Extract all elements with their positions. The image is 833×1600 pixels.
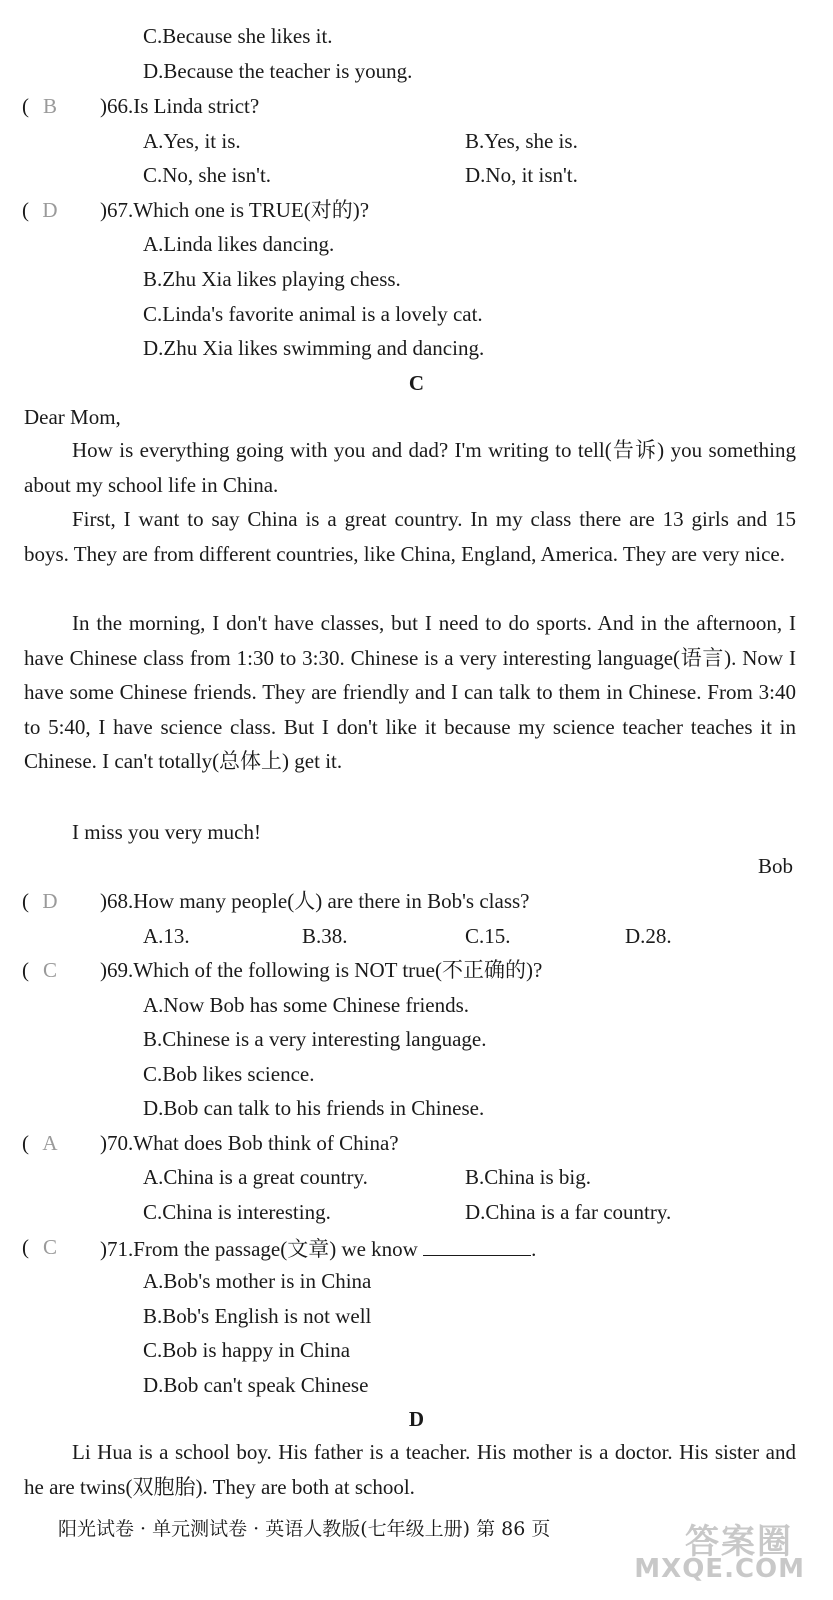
q66-stem: )66.Is Linda strict? (100, 94, 260, 118)
q70-answer: A (42, 1131, 58, 1155)
q71-stem: )71.From the passage(文章) we know . (100, 1237, 537, 1261)
watermark-top-text: 答案圈 (685, 1522, 793, 1562)
q71-answer-bracket: ( C (22, 1237, 71, 1258)
q71-option-d: D.Bob can't speak Chinese (143, 1373, 369, 1397)
section-d-heading: D (408, 1407, 425, 1431)
q66-answer: B (42, 94, 57, 118)
q67-option-b: B.Zhu Xia likes playing chess. (143, 267, 401, 291)
q68-answer-bracket: ( D (22, 891, 71, 912)
q70-option-c: C.China is interesting. (143, 1200, 331, 1224)
letter-paragraph-3 (24, 606, 796, 779)
q66-option-d: D.No, it isn't. (465, 163, 578, 187)
q66-answer-bracket: ( B (22, 96, 71, 117)
section-c-heading: C (408, 371, 425, 395)
q69-answer: C (42, 958, 57, 982)
q69-option-a: A.Now Bob has some Chinese friends. (143, 993, 470, 1017)
letter-paragraph-3-text: In the morning, I don't have classes, but I need to do sports. And in the afternoon, I have Chinese class from 1:30 to 3:30. Chinese is a very interesting language(语言). Now I have some Chinese friends. They are friendly and I can talk to them in Chinese. From 3:40 to 5:40, I have science class. But I don't like it because my science teacher teaches it in Chinese. I can't totally(总体上) get it. (24, 611, 796, 774)
q70-option-b: B.China is big. (465, 1165, 592, 1189)
q66-option-a: A.Yes, it is. (143, 129, 241, 153)
q68-stem: )68.How many people(人) are there in Bob's class? (100, 889, 530, 913)
q65-option-d: D.Because the teacher is young. (143, 59, 413, 83)
q71-option-a: A.Bob's mother is in China (143, 1269, 372, 1293)
q67-option-d: D.Zhu Xia likes swimming and dancing. (143, 336, 485, 360)
q69-stem: )69.Which of the following is NOT true(不正确的)? (100, 958, 543, 982)
section-d-paragraph-text: Li Hua is a school boy. His father is a teacher. His mother is a doctor. His sister and he are twins(双胞胎). They are both at school. (24, 1440, 796, 1499)
q70-option-a: A.China is a great country. (143, 1165, 368, 1189)
q69-answer-bracket: ( C (22, 960, 71, 981)
page-footer: 阳光试卷 · 单元测试卷 · 英语人教版(七年级上册) 第 86 页 (58, 1518, 551, 1540)
letter-paragraph-1 (24, 433, 796, 502)
q68-option-d: D.28. (625, 924, 672, 948)
q71-answer-blank (423, 1237, 531, 1256)
q67-option-a: A.Linda likes dancing. (143, 232, 335, 256)
q68-option-b: B.38. (302, 924, 348, 948)
section-d-paragraph (24, 1435, 796, 1504)
letter-paragraph-2-text: First, I want to say China is a great country. In my class there are 13 girls and 15 boys. They are from different countries, like China, England, America. They are very nice. (24, 507, 796, 566)
q69-option-d: D.Bob can talk to his friends in Chinese. (143, 1096, 485, 1120)
letter-paragraph-4: I miss you very much! (72, 820, 261, 844)
q65-option-c: C.Because she likes it. (143, 24, 333, 48)
q68-answer: D (42, 889, 58, 913)
q71-stem-text: )71.From the passage(文章) we know (100, 1237, 418, 1261)
letter-signature: Bob (757, 854, 793, 878)
q71-option-c: C.Bob is happy in China (143, 1338, 351, 1362)
q69-option-c: C.Bob likes science. (143, 1062, 315, 1086)
watermark-logo (634, 1514, 815, 1584)
q71-option-b: B.Bob's English is not well (143, 1304, 372, 1328)
letter-salutation: Dear Mom, (24, 405, 121, 429)
q68-option-a: A.13. (143, 924, 190, 948)
q70-stem: )70.What does Bob think of China? (100, 1131, 399, 1155)
q68-option-c: C.15. (465, 924, 511, 948)
q66-option-c: C.No, she isn't. (143, 163, 272, 187)
q70-option-d: D.China is a far country. (465, 1200, 672, 1224)
watermark-bottom-text: MXQE.COM (634, 1554, 805, 1584)
q67-stem: )67.Which one is TRUE(对的)? (100, 198, 370, 222)
letter-paragraph-2 (24, 502, 796, 571)
q67-option-c: C.Linda's favorite animal is a lovely cat. (143, 302, 483, 326)
q70-answer-bracket: ( A (22, 1133, 71, 1154)
q67-answer-bracket: ( D (22, 200, 71, 221)
q66-option-b: B.Yes, she is. (465, 129, 578, 153)
letter-paragraph-1-text: How is everything going with you and dad? I'm writing to tell(告诉) you something about my school life in China. (24, 438, 796, 497)
q69-option-b: B.Chinese is a very interesting language. (143, 1027, 487, 1051)
q67-answer: D (42, 198, 58, 222)
q71-answer: C (42, 1235, 57, 1259)
